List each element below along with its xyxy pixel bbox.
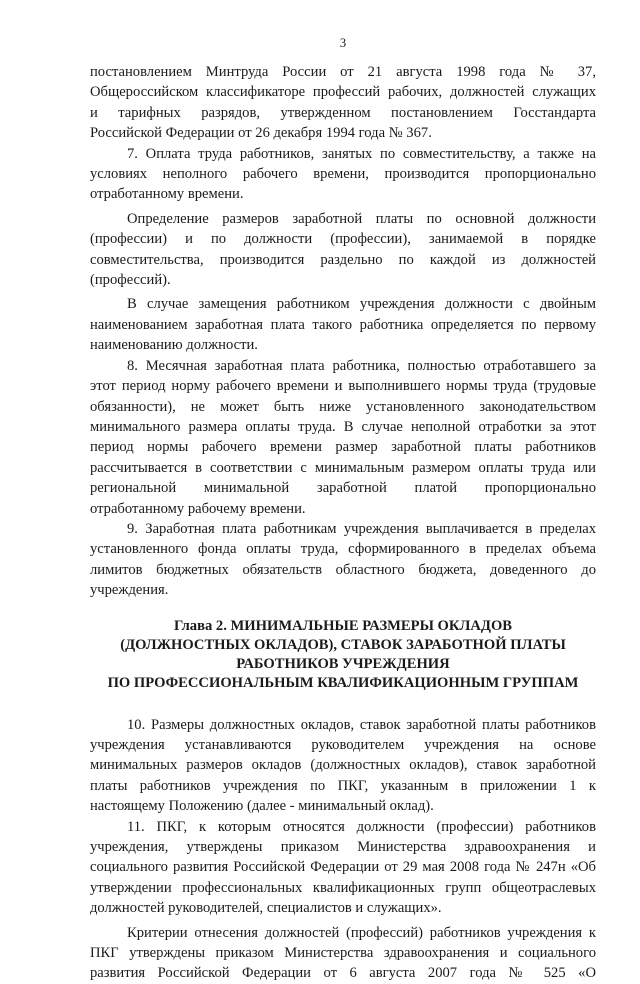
text-line: наименованию должности. — [90, 337, 258, 354]
paragraph-7-salary-determination — [90, 209, 596, 291]
heading-line: (ДОЛЖНОСТНЫХ ОКЛАДОВ), СТАВОК ЗАРАБОТНОЙ ПЛАТЫ — [120, 636, 566, 653]
text-line: учреждения, утверждены приказом Министерства здравоохранения и — [90, 839, 596, 855]
text-line: должностей руководителей, специалистов и служащих». — [90, 900, 442, 917]
paragraph-8 — [90, 356, 596, 519]
heading-line: РАБОТНИКОВ УЧРЕЖДЕНИЯ — [236, 655, 450, 672]
text-line: 11. ПКГ, к которым относятся должности (профессии) работников — [127, 818, 596, 835]
text-line: установленного фонда оплаты труда, сформированного в пределах объема — [90, 541, 596, 558]
text-line: социального развития Российской Федерации от 29 мая 2008 года № 247н «Об — [90, 859, 596, 876]
text-line: отработанному времени. — [90, 186, 244, 203]
text-line: отработанному рабочему времени. — [90, 500, 306, 517]
text-line: лимитов бюджетных обязательств областного бюджета, доведенного до — [90, 561, 596, 578]
text-line: 10. Размеры должностных окладов, ставок заработной платы работников — [127, 716, 596, 733]
text-line: утверждении профессиональных квалификационных групп общеотраслевых — [90, 879, 596, 896]
text-line: и тарифных разрядов, утвержденном постановлением Госстандарта — [90, 104, 596, 121]
text-line: ПКГ утверждены приказом Министерства здравоохранения и социального — [90, 945, 596, 962]
heading-line: ПО ПРОФЕССИОНАЛЬНЫМ КВАЛИФИКАЦИОННЫМ ГРУППАМ — [107, 674, 579, 691]
paragraph-11-criteria — [90, 923, 596, 984]
text-line: условиях неполного рабочего времени, производится пропорционально — [90, 166, 596, 183]
text-line: учреждения. — [90, 582, 169, 599]
text-line: минимального размера оплаты труда. В случае неполной отработки за этот — [90, 418, 596, 435]
text-line: 9. Заработная плата работникам учреждения выплачивается в пределах — [127, 520, 596, 537]
paragraph-7-double-title — [90, 294, 596, 355]
text-line: обязанности), не может быть ниже установленного законодательством — [90, 398, 596, 415]
paragraph-9 — [90, 519, 596, 601]
text-line: наименованием заработная плата такого работника определяется по первому — [90, 316, 596, 333]
text-line: рассчитывается в соответствии с минимальным размером оплаты труда или — [90, 459, 596, 476]
text-line: Российской Федерации от 26 декабря 1994 года № 367. — [90, 125, 432, 142]
text-line: настоящему Положению (далее - минимальный оклад). — [90, 798, 434, 815]
text-line: совместительства, производится раздельно по каждой из должностей — [90, 251, 596, 268]
text-line: В случае замещения работником учреждения должности с двойным — [127, 296, 596, 313]
text-line: Определение размеров заработной платы по основной должности — [127, 210, 596, 227]
paragraph-continuation — [90, 62, 596, 144]
text-line: постановлением Минтруда России от 21 августа 1998 года № 37, — [90, 64, 596, 80]
text-line: региональной минимальной заработной платой пропорционально — [90, 480, 596, 497]
page-number: 3 — [339, 36, 347, 50]
text-line: минимальных размеров окладов (должностных окладов), ставок заработной — [90, 757, 596, 774]
text-line: учреждения устанавливаются руководителем учреждения на основе — [90, 736, 596, 753]
text-line: платы работников учреждения по ПКГ, указанным в приложении 1 к — [90, 777, 596, 794]
chapter-heading — [90, 617, 596, 693]
paragraph-10 — [90, 715, 596, 817]
text-line: период нормы рабочего времени размер заработной платы работников — [90, 439, 596, 456]
text-line: Общероссийском классификаторе профессий рабочих, должностей служащих — [90, 84, 596, 101]
text-line: этот период норму рабочего времени и выполнившего нормы труда (трудовые — [90, 378, 596, 395]
text-line: 7. Оплата труда работников, занятых по совместительству, а также на — [127, 145, 596, 162]
paragraph-7 — [90, 144, 596, 205]
text-line: Критерии отнесения должностей (профессий) работников учреждения к — [127, 924, 596, 941]
paragraph-11 — [90, 817, 596, 919]
heading-line: Глава 2. МИНИМАЛЬНЫЕ РАЗМЕРЫ ОКЛАДОВ — [173, 617, 513, 634]
text-line: (профессий). — [90, 272, 171, 289]
text-line: развития Российской Федерации от 6 августа 2007 года № 525 «О — [90, 965, 596, 982]
text-line: 8. Месячная заработная плата работника, полностью отработавшего за — [127, 357, 596, 374]
text-line: (профессии) и по должности (профессии), занимаемой в порядке — [90, 231, 596, 248]
